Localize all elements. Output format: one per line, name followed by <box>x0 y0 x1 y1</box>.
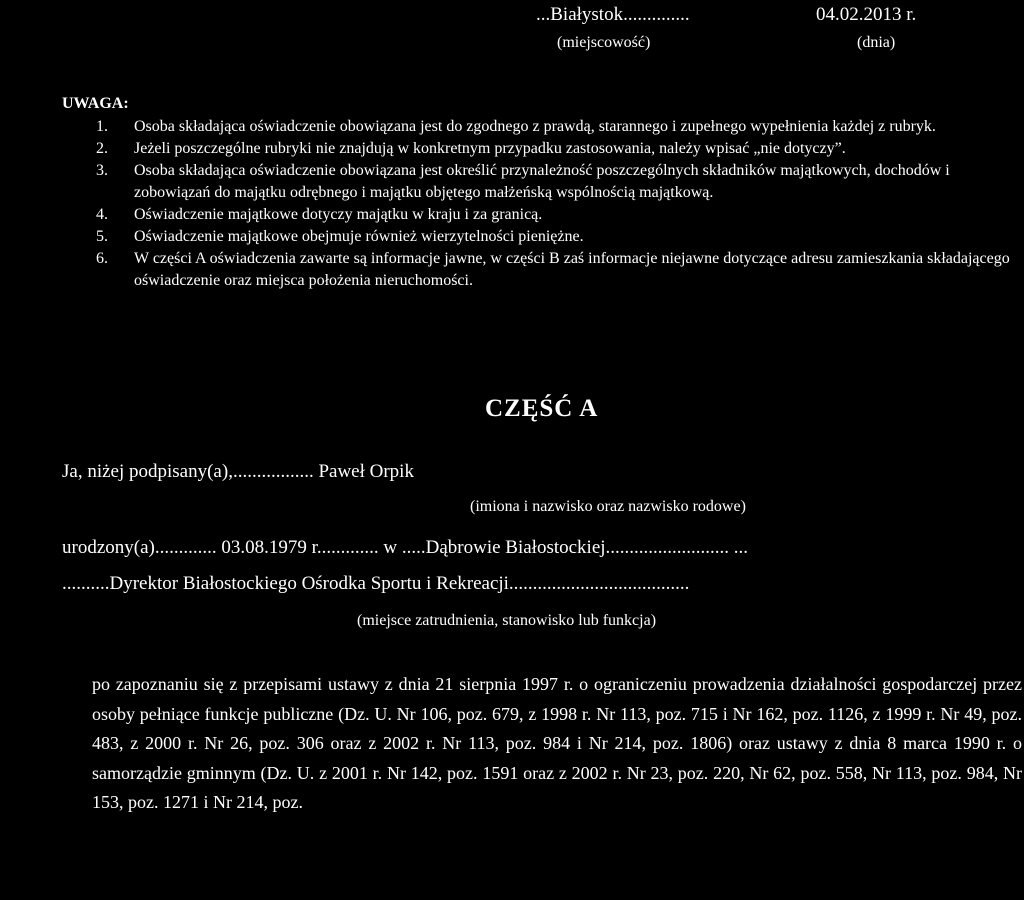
signer-prefix: Ja, niżej podpisany(a),................. <box>62 461 314 482</box>
notice-item-text: Oświadczenie majątkowe dotyczy majątku w kraju i za granicą. <box>134 206 543 223</box>
declaration-body: po zapoznaniu się z przepisami ustawy z dnia 21 sierpnia 1997 r. o ograniczeniu prowadzenia działalności gospodarczej przez osoby pełniące funkcje publiczne (Dz. U. Nr 106, poz. 679, z 1998 r. Nr 113, poz. 715 i Nr 162, poz. 1126, z 1999 r. Nr 49, poz. 483, z 2000 r. Nr 26, poz. 306 oraz z 2002 r. Nr 113, poz. 984 i Nr 214, poz. 1806) oraz ustawy z dnia 8 marca 1990 r. o samorządzie gminnym (Dz. U. z 2001 r. Nr 142, poz. 1591 oraz z 2002 r. Nr 23, poz. 220, Nr 62, poz. 558, Nr 113, poz. 984, Nr 153, poz. 1271 i Nr 214, poz. <box>92 674 1022 812</box>
date-caption: (dnia) <box>857 34 896 51</box>
notice-item-text: Oświadczenie majątkowe obejmuje również wierzytelności pieniężne. <box>134 228 584 245</box>
notice-item-text: Jeżeli poszczególne rubryki nie znajdują w konkretnym przypadku zastosowania, należy wpisać „nie dotyczy”. <box>134 140 846 157</box>
born-place: Dąbrowie Białostockiej.......................... ... <box>425 537 749 558</box>
notice-item-number: 2. <box>96 140 108 157</box>
notice-item-text: Osoba składająca oświadczenie obowiązana jest określić przynależność poszczególnych składników majątkowych, dochodów i zobowiązań do majątku odrębnego i majątku objętego małżeńską wspólnością majątkową. <box>134 162 950 201</box>
notice-item <box>96 204 1011 226</box>
notice-item-number: 6. <box>96 250 108 267</box>
employment-caption: (miejsce zatrudnienia, stanowisko lub funkcja) <box>357 612 657 629</box>
signer-line <box>62 461 414 483</box>
notice-item-text: W części A oświadczenia zawarte są informacje jawne, w części B zaś informacje niejawne dotyczące adresu zamieszkania składającego oświadczenie oraz miejsca położenia nieruchomości. <box>134 250 1010 289</box>
place-caption: (miejscowość) <box>557 34 651 51</box>
notice-item-text: Osoba składająca oświadczenie obowiązana jest do zgodnego z prawdą, starannego i zupełnego wypełnienia każdej z rubryk. <box>134 118 936 135</box>
notice-list <box>96 116 1011 292</box>
notice-item <box>96 160 1011 204</box>
born-line <box>62 537 748 559</box>
notice-item-number: 3. <box>96 162 108 179</box>
notice-item <box>96 116 1011 138</box>
notice-item <box>96 248 1011 292</box>
date-field: 04.02.2013 r. <box>816 4 917 25</box>
notice-item-number: 1. <box>96 118 108 135</box>
born-prefix: urodzony(a)............. <box>62 537 217 558</box>
notice-item-number: 5. <box>96 228 108 245</box>
notice-title: UWAGA: <box>62 95 129 112</box>
part-a-title: CZĘŚĆ A <box>485 395 599 422</box>
place-field: ...Białystok.............. <box>536 4 690 25</box>
signer-caption: (imiona i nazwisko oraz nazwisko rodowe) <box>470 498 746 515</box>
notice-item <box>96 138 1011 160</box>
notice-item <box>96 226 1011 248</box>
employment-line: ..........Dyrektor Białostockiego Ośrodka Sportu i Rekreacji...................................... <box>62 573 690 594</box>
notice-item-number: 4. <box>96 206 108 223</box>
born-place-prefix: w ..... <box>383 537 426 558</box>
born-date: 03.08.1979 r............. <box>221 537 379 558</box>
signer-name: Paweł Orpik <box>318 461 414 482</box>
